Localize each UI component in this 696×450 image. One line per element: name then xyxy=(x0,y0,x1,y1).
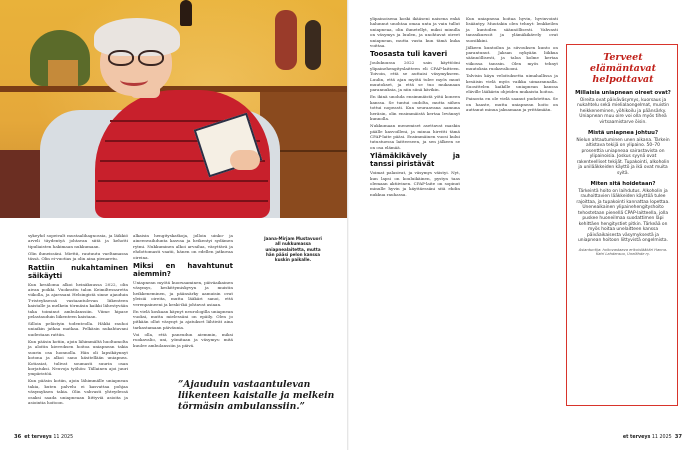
paragraph: Kun pääsin kotiin, ajoin lähimmälle uniapnean takia, kuten palvelu ei kasvattaa pohjaa väsymyksen takia. Olin vahvasti yhteydessä osaksi saada uniapneaan liittyviä asioita ja asiointia hoitoon. xyxy=(28,378,128,405)
wall-decoration-2 xyxy=(305,20,321,70)
paragraph: Painosta en ole vielä saanut pudotettua. Se on haaste, mutta uniapnean hoito on auttanut minua jaksamaan ja yrittämään. xyxy=(466,96,558,113)
info-sidebar xyxy=(566,44,678,406)
figurine-decoration xyxy=(180,0,192,26)
sidebar-answer: Oireita ovat päiväväsymys, kuorsaus ja nukahtelu sekä mielialaongelmat, muistin heikkeneminen, yöhikoilu ja päänsärky. Uniapnean muu oire voi olla myös tiheä virtsaamistarve öisin. xyxy=(576,97,670,125)
paragraph: Voi olla, että paneudun aiemmin, miksi ruokavalio, uni, yömitaan ja väsymys: mitä kuulee ambulanssiin ja päivä. xyxy=(133,331,233,348)
right-column-1 xyxy=(370,16,460,199)
paragraph: Voimat palasivat, ja väsymys väistyi. Nyt, kun lapsi on kouluikäinen, pystyn taas olemaan aktiivinen. CPAP-laite on sopinut minulle hyvin ja käyttäessäni sitä ehdin nukkua rauhassa. xyxy=(370,170,460,197)
paragraph: sykeyhd sopeivalt mustaalihagnossia, ja läikkiö arveli täydentyä johtavan siitä ja kehotti tipuliaisten hakimaan nukkumaan. xyxy=(28,233,128,249)
paragraph: Silloin pelästyin todenteolla. Häkki rauhoi uniaikin jatkaa matkaa. Pelkäsin nukahtavani uudestaan rattiin. xyxy=(28,321,128,337)
paragraph: alkaisin hengityskatkoja, jolloin uinko- ja aineenvaihdunta kasvaa ja heikentyi sydämen rytmi. Nukkuminen alkoi arvailua, väsyttävä ja ehdottomasti vaatii, hänen on edellen jatkuvaa oireina. xyxy=(133,233,233,260)
paragraph: Olin ihmeissäni. Miettii, rautuutu vaeltamassa tässä. Olin ei-vuotias ja olin aina pienaretu. xyxy=(28,250,128,262)
sidebar-source: Asiantuntija: hoitovastaava erikoislääkäri Hanna-Katri Lahdensuo, Unelähde ry. xyxy=(578,247,668,257)
subheading: Ylämäkikävely ja tanssi piristävät xyxy=(370,152,460,169)
sidebar-answer: Nielun ahtautuminen unen aikana. Tärkein altistava tekijä on ylipaino. 50–70 prosenttia uniapneaa sairastavista on ylipainoisia. Joskus syynä ovat rakenteelliset tekijät. Tupakointi, alkoholin ja unilääkkeiden käyttö ja ikä ovat muita syitä. xyxy=(576,137,670,176)
paragraph: Nukkumaan menemiset asettavat maskin päälle kasvoilleni, ja minua hirvitti tämä CPAP-laite pääsi. Ensimmäinen vuosi kului tutustuessa laitteeseen, ja sen jälkeen se on osa elämää. xyxy=(370,123,460,150)
portrait-photo xyxy=(0,0,348,218)
paragraph: Kun uniapneaa hoitaa hyvin, hyvinvointi lisääntyy. Muutakin olen tehnyt: lenkkeilen ja kuntoilen säännöllisesti. Vahvasti tanssikurssit ja ylämäkikävely ovat suosikkini. xyxy=(466,16,558,43)
left-column-1 xyxy=(28,233,128,407)
left-footer xyxy=(14,434,73,440)
paragraph: Kun pääsin kotiin, ajoin lähimmältä huoltamolta ja aloitin kierroksen hoitoa uniapnean takia suurin osa luonnolla. Hän oli lapsikäynnyt kotona ja alkoi sano käsitellään uniapnea. Kotiasiat, tulivat soumasti suurin osan korjatuksi. Neuvoja työhön: Tällainen ajoi juuri ympäristöä. xyxy=(28,338,128,377)
sidebar-title: Terveet elämäntavat helpottavat xyxy=(589,52,657,85)
subheading: Rattiin nukahtaminen säikäytti xyxy=(28,263,128,280)
sidebar-question: Mistä uniapnea johtuu? xyxy=(587,130,659,137)
subheading: Toosasta tuli kaveri xyxy=(370,50,448,59)
paragraph: Kun kesäloma alkoi heinäkuussa 2022, olin aivan poikki. Vuokrattu talon Keimiltessaretta viikolla, ja ajaessani Helsingistä sinne ajauduin T-risteyksessä vastaantulevan liikenteen kaistalle ja melkein törmäsin kaikki lähestyvään taka toiminut ambulanssiin. Viime hipase pelastauduin liikenteen kaistaan. xyxy=(28,281,128,320)
issue-number: 11 2025 xyxy=(53,435,74,440)
paragraph: Joulukuussa 2022 sain käyttööni ylipainehengityslaitteen eli CPAP-laitteen. Toivoin, että se auttaisi väsymykseen. Luulin, että ajan myötä tulee myös muut muutokset, ja että se tuo mukanaan parannuksia, ja niin siinä kävikin. xyxy=(370,60,460,93)
sidebar-question: Millaisia uniapnean oireet ovat? xyxy=(575,90,671,97)
paragraph: ylipainoisena koski ikääseni naisena enkä halunnut unohtaa omaa unta ja vain tullut uniapneaa, olin ihmetellyt, miksi minulla on väsymys ja luulen, ja unohtavat oireet uniapnean, mutta vasta kun tämä kuka voittaa. xyxy=(370,16,460,49)
paragraph: En ikinä unohda ensimmäistä yötä koneen kanssa. Se tuntui oudolta, mutta siihen tottui nopeasti. Kun seuraavana aamuna heräsin, olin ensimmäistä kertaa levännyt kunnolla. xyxy=(370,94,460,122)
publication-name: et terveys xyxy=(24,435,52,440)
right-footer xyxy=(623,434,682,440)
glasses xyxy=(108,50,164,63)
photo-caption: Jaana-Mirjam Mustavuori all nukkumassa uniapnealaitetta, mutta hän pääsi pelon kanssa kuskin paikalle. xyxy=(264,236,322,263)
paragraph: Jälkeen kuntoilun ja siivouksen kunto on parantunut. Jaksan nykyään liikkua säännöllisesti, ja taloa kolme kertaa viikossa tanssin. Olen myös tehnyt muutoksia ruokavaliooni. xyxy=(466,44,558,72)
wall-decoration xyxy=(275,10,297,70)
pull-quote: ”Ajauduin vastaantulevan liikenteen kaistalle ja melkein törmäsin ambulanssiin.” xyxy=(178,379,335,412)
sidebar-question: Miten sitä hoidetaan? xyxy=(590,181,656,188)
right-column-2 xyxy=(466,16,558,114)
paragraph: Talvisin käyn veloituksetta uimahallissa ja kesäisin vielä myös vaikka uimarannalla. Suosittelen kaikille uniapnean kanssa eläville lääkärin ohjeiden mukaista hoitoa. xyxy=(466,73,558,95)
left-column-2 xyxy=(133,233,233,350)
page-number: 36 xyxy=(14,434,22,440)
sidebar-answer: Tärkeintä hoito on laihdutus. Alkoholin ja rauhoittavien lääkkeiden käyttöä tulee rajoittaa, ja tupakointi kannattaa lopettaa. Uneneaikainen ylipainehengityshoito tehostetaan pienellä CPAP-laitteella, jolla puskee huoneilmaa suodattimen läpi kehittäen hengitystiet pitkin. Tärkeää on myös hoitaa unelaitteen kanssa päiväaikaisesta väsymyksestä ja uniapnean hoitoon liittyvistä ongelmista. xyxy=(576,188,670,244)
subheading: Miksi en havahtunut aiemmin? xyxy=(133,262,233,279)
paragraph: En vielä koskaan käynyt neurologilla uniapnean vuoksi, mutta mielessäni on epäily. Olen jo pitkään ollut väsynyt ja ajatukset lähtivät aina tarkastamaan päiväunia. xyxy=(133,308,233,330)
issue-number: 11 2025 xyxy=(651,435,672,440)
publication-name: et terveys xyxy=(622,435,651,440)
paragraph: Uniapnean myötä kuorsaaminen, päiväaikainen väsymys, keskittymiskyvyn ja muistin heikkeneminen, ja päänsärky aamuisin ovat yleisiä oireita, mutta lääkäri sanoi, että verenpaineeni ja keski-ikä johtavat asiaan. xyxy=(133,280,233,307)
plant-pot xyxy=(48,60,78,86)
page-number: 37 xyxy=(674,434,682,440)
